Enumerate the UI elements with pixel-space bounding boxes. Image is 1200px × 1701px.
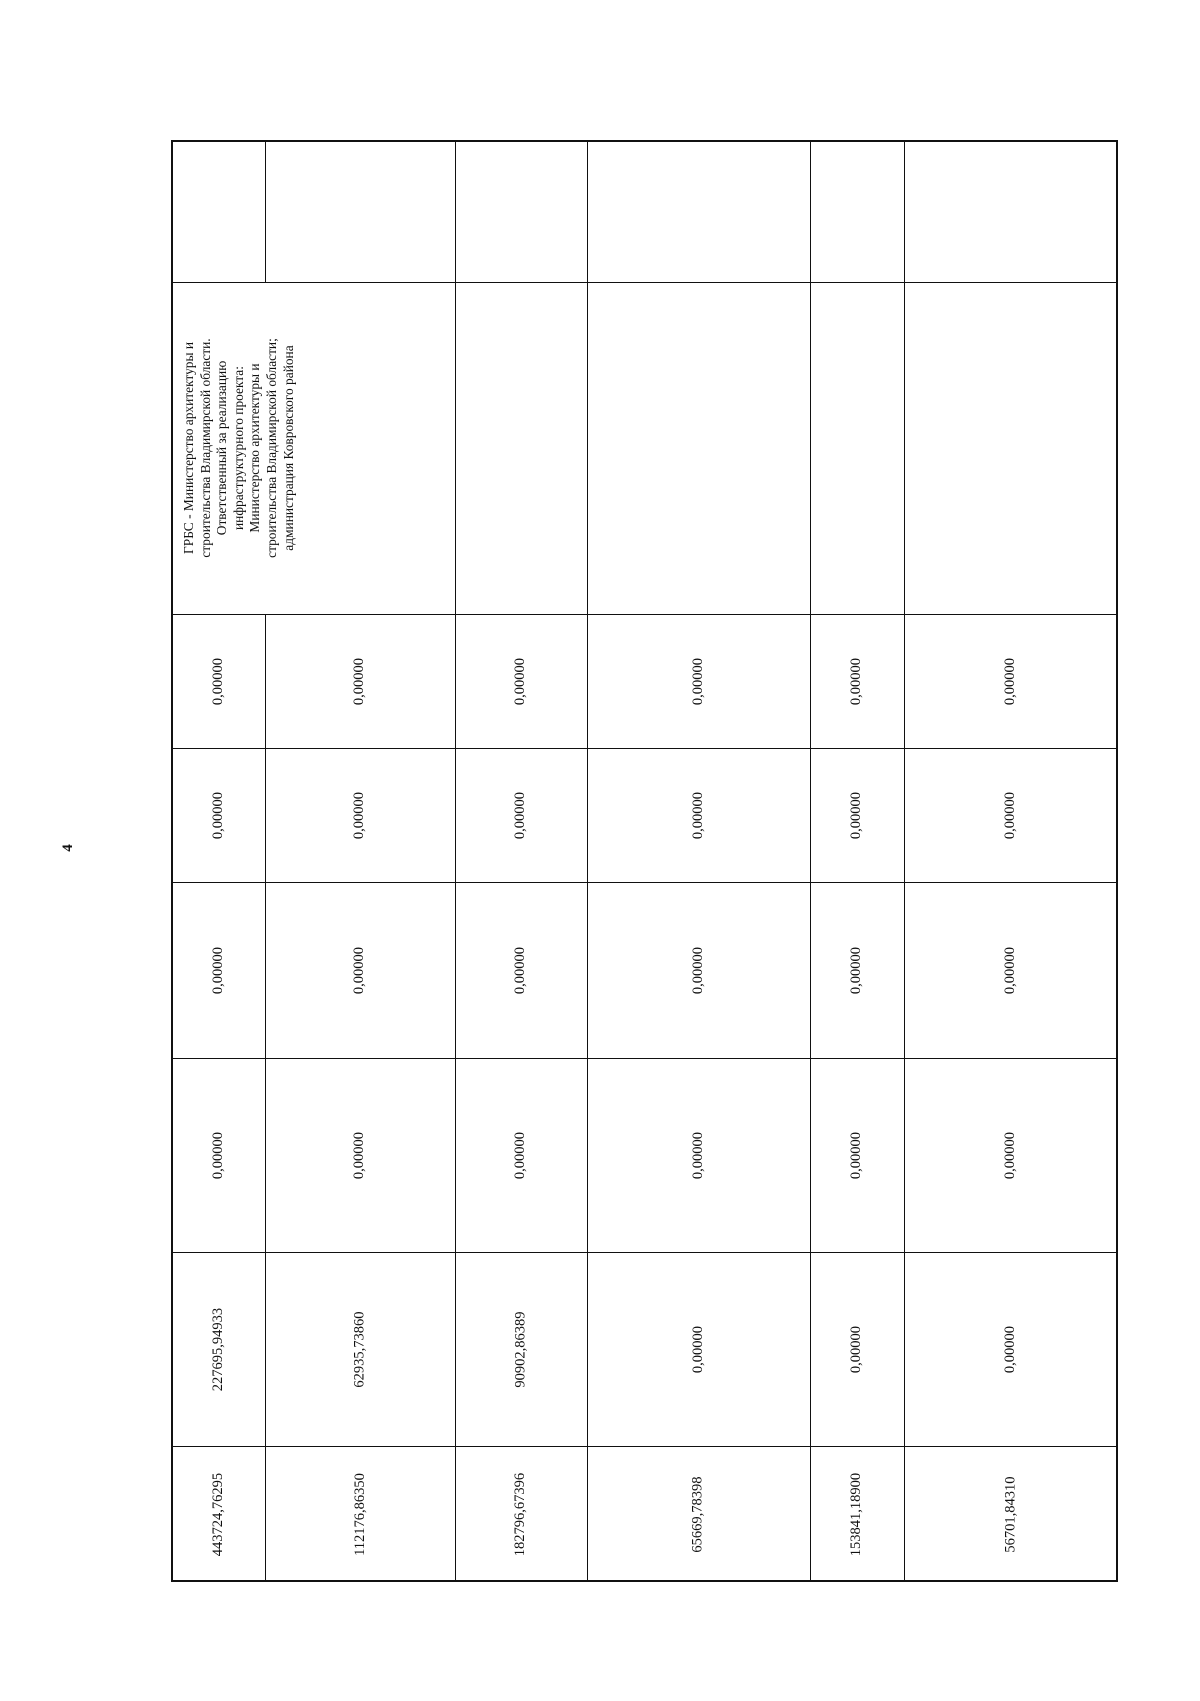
table-cell: 0,00000 [848,791,865,839]
table-cell: 0,00000 [351,1131,368,1179]
table-cell: 0,00000 [512,946,529,994]
table-cell: 227695,94933 [210,1307,227,1391]
note-line: Ответственный за реализацию [214,360,230,536]
responsible-note [175,282,335,614]
note-line: Министерство архитектуры и [247,363,263,533]
table-cell: 0,00000 [512,791,529,839]
table-cell: 90902,86389 [512,1310,529,1388]
table-cell: 0,00000 [690,946,706,994]
table-cell: 0,00000 [210,657,227,705]
table-cell: 0,00000 [351,657,368,705]
table-cell: 0,00000 [210,791,227,839]
table-cell: 112176,86350 [351,1472,368,1556]
table-cell: 0,00000 [351,946,368,994]
table-cell: 0,00000 [690,791,706,839]
table-cell: 65669,78398 [690,1475,706,1553]
table-cell: 0,00000 [690,657,706,705]
table-cell: 0,00000 [848,946,865,994]
table-cell: 0,00000 [1002,946,1019,994]
table-cell: 0,00000 [848,1325,865,1373]
table-cell: 0,00000 [1002,791,1019,839]
page-number: 4 [60,844,76,852]
table-cell: 62935,73860 [351,1310,368,1388]
note-line: строительства Владимирской области. [197,338,213,558]
table-cell: 0,00000 [210,946,227,994]
table-cell: 0,00000 [512,657,529,705]
table-cell: 0,00000 [848,657,865,705]
table-cell: 0,00000 [690,1131,706,1179]
table-cell: 182796,67396 [512,1472,529,1556]
table-cell: 0,00000 [1002,1131,1019,1179]
table-cell: 0,00000 [848,1131,865,1179]
table-cell: 153841,18900 [848,1472,865,1556]
row-divider-1-top [265,142,266,282]
table-cell: 0,00000 [351,791,368,839]
note-line: инфраструктурного проекта: [230,366,246,530]
note-line: ГРБС - Министерство архитектуры и [181,342,196,554]
table-cell: 443724,76295 [210,1472,227,1556]
note-line: строительства Владимирской области; [263,338,279,558]
budget-table [171,140,1118,1582]
table-cell: 0,00000 [210,1131,227,1179]
note-line: администрация Ковровского района [280,345,296,551]
table-cell: 0,00000 [690,1325,706,1373]
table-cell: 0,00000 [1002,1325,1019,1373]
table-cell: 0,00000 [512,1131,529,1179]
table-cell: 0,00000 [1002,657,1019,705]
table-cell: 56701,84310 [1002,1475,1019,1553]
